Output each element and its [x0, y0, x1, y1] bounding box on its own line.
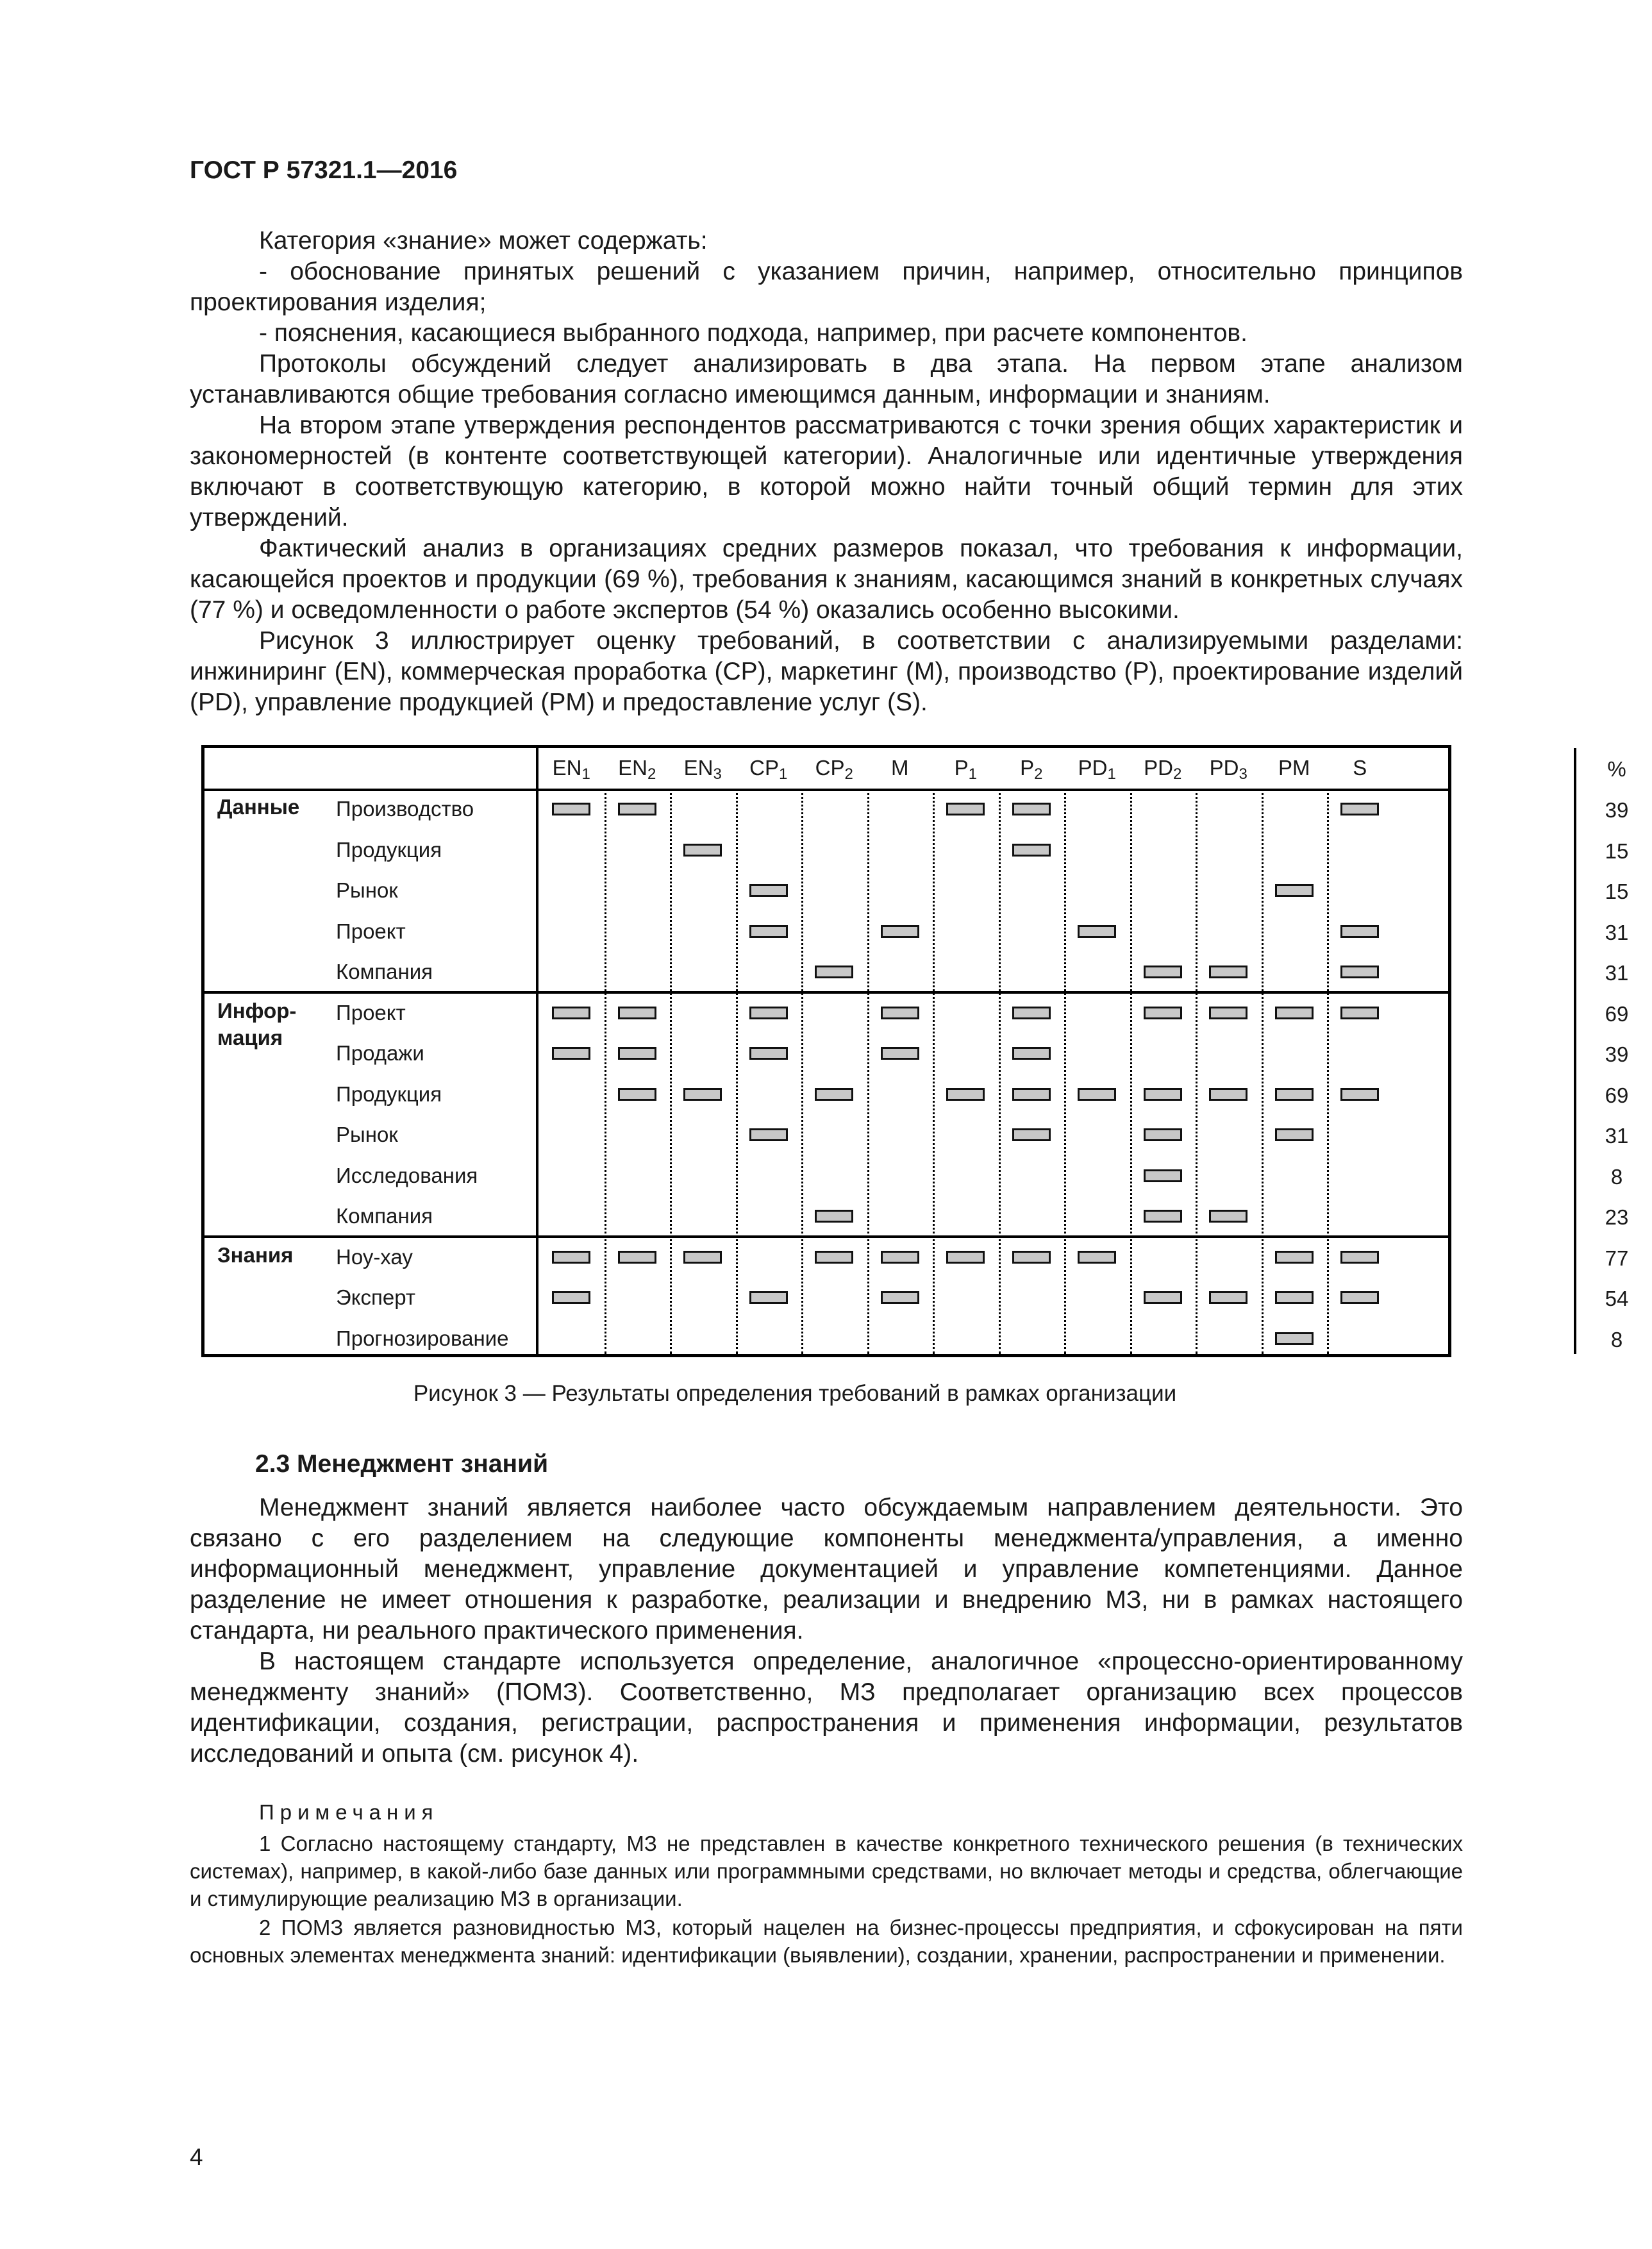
column-divider	[1130, 789, 1132, 1354]
section-title: 2.3 Менеджмент знаний	[255, 1450, 549, 1478]
requirement-mark	[1078, 925, 1116, 938]
requirement-mark	[1144, 966, 1182, 978]
column-header-label: PD	[1144, 756, 1173, 780]
column-header-subscript: 2	[844, 765, 853, 783]
column-header-label: EN	[683, 756, 713, 780]
column-header-label: PM	[1278, 756, 1310, 780]
row-label: Рынок	[336, 878, 398, 902]
paragraph: - обоснование принятых решений с указанием причин, например, относительно принципов проектирования изделия;	[190, 258, 1463, 316]
row-label: Компания	[336, 960, 433, 983]
requirement-mark	[1275, 1128, 1314, 1141]
requirement-mark	[1340, 1251, 1379, 1264]
column-header	[605, 756, 671, 783]
column-header	[736, 756, 802, 783]
notes	[190, 1830, 1463, 1970]
column-divider	[801, 789, 803, 1354]
column-header-label: M	[891, 756, 909, 780]
requirement-mark	[683, 1251, 722, 1264]
column-header-label: PD	[1209, 756, 1239, 780]
paragraph: Протоколы обсуждений следует анализировать в два этапа. На первом этапе анализом устанавливаются общие требования согласно имеющимся данным, информации и знаниям.	[190, 350, 1463, 408]
column-header-subscript: 2	[1034, 765, 1043, 783]
paragraph: Категория «знание» может содержать:	[259, 227, 708, 255]
row-percent: 39	[1605, 798, 1629, 822]
column-divider	[605, 789, 606, 1354]
requirement-mark	[1012, 844, 1051, 857]
paragraph: Менеджмент знаний является наиболее часто обсуждаемым направлением деятельности. Это связано с его разделением на следующие компоненты менеджмента/управления, а именно информационный менеджмент, управление документацией и управление компетенциями. Данное разделение не имеет отношения к разработке, реализации и внедрению МЗ, ни в рамках настоящего стандарта, ни реального практического применения.	[190, 1494, 1463, 1644]
requirement-mark	[946, 803, 985, 815]
requirement-mark	[1209, 1088, 1247, 1101]
row-percent: 69	[1605, 1001, 1629, 1026]
group-label: Данные	[217, 795, 300, 819]
row-percent: 15	[1605, 880, 1629, 903]
column-divider	[1064, 789, 1066, 1354]
column-divider	[1327, 789, 1329, 1354]
requirement-mark	[1012, 1007, 1051, 1019]
header-rule	[204, 789, 1448, 791]
requirement-mark	[1275, 1007, 1314, 1019]
vertical-rule	[536, 748, 538, 1354]
row-percent: 69	[1605, 1083, 1629, 1107]
row-label: Проект	[336, 1000, 406, 1024]
requirement-mark	[552, 1291, 590, 1304]
column-header	[1130, 756, 1196, 783]
requirement-mark	[1012, 1047, 1051, 1060]
requirement-mark	[1144, 1088, 1182, 1101]
requirement-mark	[1340, 966, 1379, 978]
row-label: Продукция	[336, 1082, 442, 1106]
requirement-mark	[749, 1291, 788, 1304]
paragraph: В настоящем стандарте используется определение, аналогичное «процессно-ориентированному менеджменту знаний» (ПОМЗ). Соответственно, МЗ предполагает организацию всех процессов идентификации, создания, регистрации, распространения и применения информации, результатов исследований и опыта (см. рисунок 4).	[190, 1648, 1463, 1768]
column-divider	[1262, 789, 1264, 1354]
requirement-mark	[1012, 1251, 1051, 1264]
requirement-mark	[1275, 1251, 1314, 1264]
row-label: Компания	[336, 1204, 433, 1228]
section-text	[190, 1492, 1463, 1769]
requirement-mark	[1209, 1291, 1247, 1304]
row-label: Прогнозирование	[336, 1326, 509, 1350]
column-header	[538, 756, 605, 783]
requirement-mark	[1012, 1088, 1051, 1101]
requirement-mark	[881, 1251, 919, 1264]
column-header-label: S	[1353, 756, 1367, 780]
row-label: Рынок	[336, 1123, 398, 1146]
requirement-mark	[749, 884, 788, 897]
row-label: Продукция	[336, 837, 442, 862]
column-divider	[867, 789, 869, 1354]
requirement-mark	[881, 925, 919, 938]
requirement-mark	[1144, 1007, 1182, 1019]
paragraph: Рисунок 3 иллюстрирует оценку требований, в соответствии с анализируемыми разделами: инжиниринг (EN), коммерческая проработка (CP), маркетинг (M), производство (P), проектирование изделий (PD), управление продукцией (PM) и предоставление услуг (S).	[190, 627, 1463, 716]
requirement-mark	[749, 1128, 788, 1141]
column-header	[1327, 756, 1393, 780]
column-header-label: PD	[1078, 756, 1108, 780]
requirement-mark	[1209, 1007, 1247, 1019]
row-percent: 31	[1605, 920, 1629, 944]
requirement-mark	[552, 803, 590, 815]
row-label: Производство	[336, 797, 474, 821]
page-number: 4	[190, 2144, 203, 2170]
requirement-mark	[815, 1251, 853, 1264]
requirement-mark	[815, 966, 853, 978]
column-divider	[933, 789, 935, 1354]
group-rule	[204, 1235, 1448, 1238]
column-header-subscript: 2	[647, 765, 656, 783]
requirement-mark	[1012, 1128, 1051, 1141]
column-header-label: EN	[552, 756, 582, 780]
row-label: Ноу-хау	[336, 1244, 413, 1269]
requirement-mark	[749, 1007, 788, 1019]
requirement-mark	[552, 1251, 590, 1264]
row-label: Продажи	[336, 1041, 424, 1065]
group-rule	[204, 991, 1448, 994]
column-header-subscript: 1	[968, 765, 977, 783]
column-header-subscript: 2	[1172, 765, 1182, 783]
column-divider	[999, 789, 1001, 1354]
column-divider	[1196, 789, 1197, 1354]
column-header	[1262, 756, 1328, 780]
requirement-mark	[1144, 1210, 1182, 1223]
column-header	[867, 756, 933, 780]
row-percent: 8	[1610, 1327, 1623, 1351]
row-percent: 77	[1605, 1246, 1629, 1270]
column-header	[933, 756, 999, 783]
requirement-mark	[618, 1088, 656, 1101]
row-label: Проект	[336, 919, 406, 943]
intro-text	[190, 226, 1463, 718]
column-header-label: P	[954, 756, 969, 780]
vertical-rule	[1574, 748, 1576, 1354]
paragraph: Фактический анализ в организациях средних размеров показал, что требования к информации, касающейся проектов и продукции (69 %), требования к знаниям, касающимся знаний в конкретных случаях (77 %) и осведомленности о работе экспертов (54 %) оказались особенно высокими.	[190, 535, 1463, 624]
requirement-mark	[1340, 1088, 1379, 1101]
requirement-mark	[1275, 1291, 1314, 1304]
row-label: Эксперт	[336, 1285, 415, 1309]
paragraph: На втором этапе утверждения респондентов рассматриваются с точки зрения общих характеристик и закономерностей (в контенте соответствующей категории). Аналогичные или идентичные утверждения включают в соответствующую категорию, в которой можно найти точный общий термин для этих утверждений.	[190, 412, 1463, 531]
row-percent: 31	[1605, 961, 1629, 985]
column-header	[1064, 756, 1130, 783]
row-label: Исследования	[336, 1163, 478, 1187]
group-label: Инфор- мация	[217, 998, 297, 1049]
row-percent: 54	[1605, 1287, 1629, 1310]
requirement-mark	[1340, 803, 1379, 815]
column-divider	[670, 789, 672, 1354]
requirement-mark	[1144, 1169, 1182, 1182]
row-percent: 39	[1605, 1042, 1629, 1066]
column-header-label: CP	[749, 756, 779, 780]
column-header	[999, 756, 1065, 783]
requirement-mark	[683, 844, 722, 857]
row-percent: 23	[1605, 1205, 1629, 1229]
requirement-mark	[552, 1007, 590, 1019]
requirement-mark	[618, 1007, 656, 1019]
note-item: 1 Согласно настоящему стандарту, МЗ не представлен в качестве конкретного технического решения (в технических системах), например, в какой-либо базе данных или программными средствами, но включает методы и средства, облегчающие и стимулирующие реализацию МЗ в организации.	[190, 1832, 1463, 1910]
requirement-mark	[749, 925, 788, 938]
column-header-subscript: 3	[713, 765, 722, 783]
column-header-label: EN	[618, 756, 647, 780]
column-divider	[736, 789, 738, 1354]
note-item: 2 ПОМЗ является разновидностью МЗ, который нацелен на бизнес-процессы предприятия, и сфокусирован на пяти основных элементах менеджмента знаний: идентификации (выявлении), создании, хранении, распространении и применении.	[190, 1916, 1463, 1967]
requirement-mark	[881, 1047, 919, 1060]
column-header	[801, 756, 867, 783]
column-header-subscript: 1	[1107, 765, 1116, 783]
requirement-mark	[1078, 1088, 1116, 1101]
requirements-figure	[201, 745, 1629, 1357]
row-percent: 31	[1605, 1124, 1629, 1148]
requirement-mark	[881, 1007, 919, 1019]
column-header	[1196, 756, 1262, 783]
column-header-subscript: 1	[778, 765, 788, 783]
requirement-mark	[1209, 966, 1247, 978]
requirement-mark	[1340, 925, 1379, 938]
column-header-label: CP	[815, 756, 845, 780]
requirement-mark	[1144, 1128, 1182, 1141]
requirement-mark	[881, 1291, 919, 1304]
row-percent: 15	[1605, 839, 1629, 863]
requirement-mark	[683, 1088, 722, 1101]
requirement-mark	[1144, 1291, 1182, 1304]
percent-header: %	[1607, 757, 1626, 781]
requirement-mark	[1078, 1251, 1116, 1264]
requirement-mark	[552, 1047, 590, 1060]
requirement-mark	[815, 1088, 853, 1101]
requirement-mark	[1275, 1088, 1314, 1101]
requirement-mark	[1340, 1007, 1379, 1019]
requirement-mark	[1209, 1210, 1247, 1223]
requirement-mark	[1275, 884, 1314, 897]
requirement-mark	[618, 1047, 656, 1060]
figure-caption: Рисунок 3 — Результаты определения требований в рамках организации	[413, 1381, 1177, 1406]
group-label: Знания	[217, 1242, 294, 1267]
column-header-subscript: 1	[581, 765, 590, 783]
requirement-mark	[946, 1251, 985, 1264]
requirement-mark	[618, 1251, 656, 1264]
requirement-mark	[1340, 1291, 1379, 1304]
requirement-mark	[618, 803, 656, 815]
paragraph: - пояснения, касающиеся выбранного подхода, например, при расчете компонентов.	[259, 319, 1247, 347]
requirement-mark	[815, 1210, 853, 1223]
column-header-label: P	[1020, 756, 1035, 780]
document-header: ГОСТ Р 57321.1—2016	[190, 156, 458, 184]
requirement-mark	[946, 1088, 985, 1101]
requirement-mark	[749, 1047, 788, 1060]
notes-title: Примечания	[259, 1800, 439, 1824]
requirement-mark	[1012, 803, 1051, 815]
column-header-subscript: 3	[1239, 765, 1247, 783]
column-header	[670, 756, 736, 783]
requirement-mark	[1275, 1332, 1314, 1345]
row-percent: 8	[1610, 1164, 1623, 1189]
